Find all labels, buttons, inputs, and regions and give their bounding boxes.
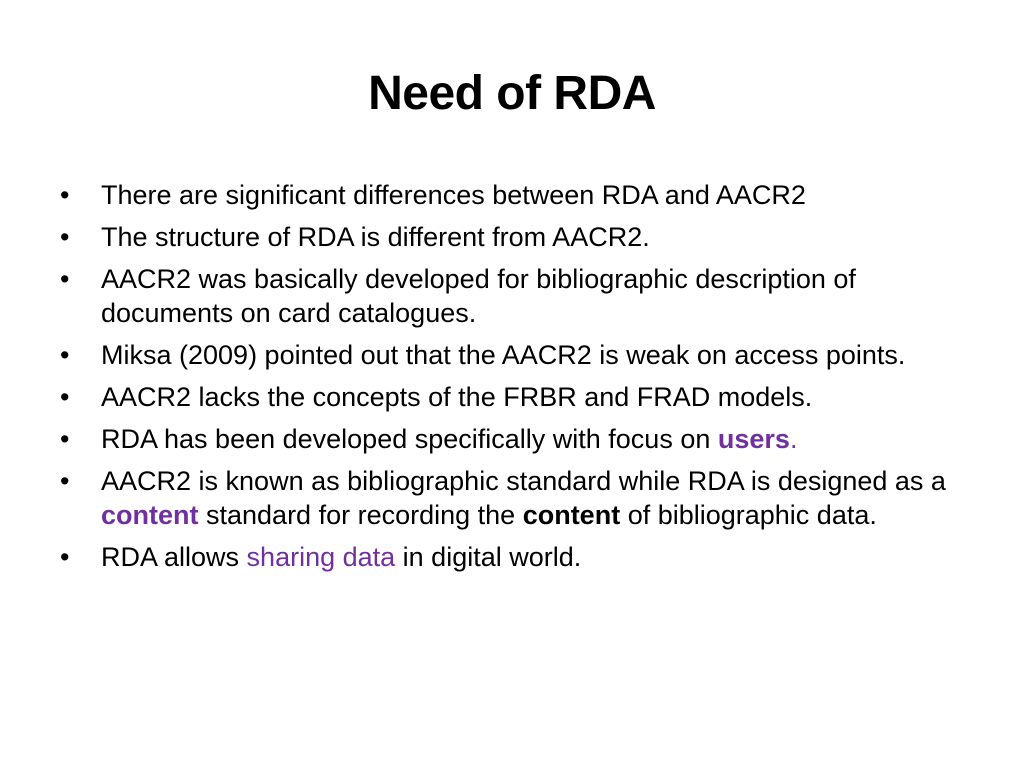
bullet-icon: • <box>60 180 70 210</box>
bullet-text: AACR2 lacks the concepts of the FRBR and FRAD models. <box>101 382 813 412</box>
bullet-text: The structure of RDA is different from AACR2. <box>101 222 650 252</box>
bullet-text: RDA has been developed specifically with focus on <box>101 424 718 454</box>
bullet-text: RDA allows <box>101 542 247 572</box>
bullet-icon: • <box>60 466 70 496</box>
bullet-text: There are significant differences between RDA and AACR2 <box>101 180 806 210</box>
bullet-item <box>56 220 986 254</box>
bullet-text-end: . <box>789 424 798 454</box>
bullet-text: Miksa (2009) pointed out that the AACR2 is weak on access points. <box>101 340 906 370</box>
highlight-sharing-data: sharing data <box>246 542 396 572</box>
highlight-content-purple: content <box>101 500 199 530</box>
slide-title: Need of RDA <box>368 67 656 120</box>
bullet-item <box>56 464 986 532</box>
bullet-icon: • <box>60 264 70 294</box>
bullet-item <box>56 262 986 330</box>
bullet-item <box>56 338 986 372</box>
bullet-text-end: of bibliographic data. <box>620 500 877 530</box>
highlight-users: users <box>717 424 790 454</box>
bullet-icon: • <box>60 424 70 454</box>
bullet-item <box>56 178 986 212</box>
bullet-item <box>56 422 986 456</box>
bullet-icon: • <box>60 340 70 370</box>
bullet-text-middle: standard for recording the <box>198 500 523 530</box>
bullet-text-end: in digital world. <box>395 542 582 572</box>
bullet-icon: • <box>60 382 70 412</box>
bullet-text: AACR2 was basically developed for bibliographic description of documents on card catalogues. <box>101 264 856 328</box>
bullet-item <box>56 380 986 414</box>
bullet-icon: • <box>60 542 70 572</box>
bullet-list <box>56 178 986 582</box>
highlight-content-bold: content <box>522 500 621 530</box>
bullet-text: AACR2 is known as bibliographic standard while RDA is designed as a <box>101 466 946 496</box>
bullet-item <box>56 540 986 574</box>
bullet-icon: • <box>60 222 70 252</box>
